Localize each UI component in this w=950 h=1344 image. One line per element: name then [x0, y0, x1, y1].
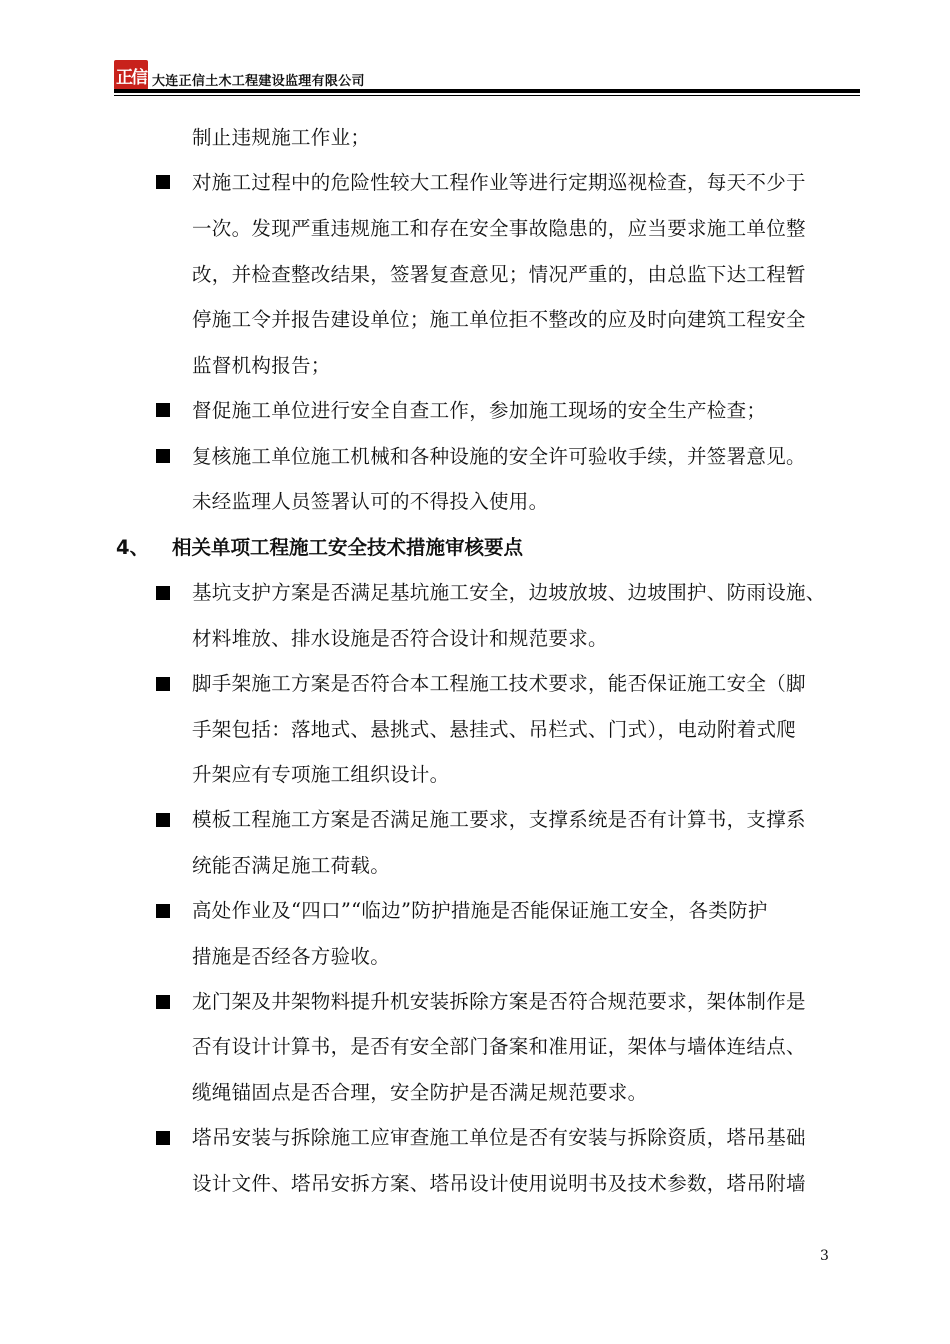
text-line: 高处作业及“四口”“临边”防护措施是否能保证施工安全，各类防护: [192, 899, 768, 922]
text-line: 一次。发现严重违规施工和存在安全事故隐患的，应当要求施工单位整: [192, 217, 806, 240]
bullet-square-icon: [156, 449, 170, 463]
text-line: 制止违规施工作业；: [192, 126, 371, 149]
text-line: 基坑支护方案是否满足基坑施工安全，边坡放坡、边坡围护、防雨设施、: [192, 581, 826, 604]
text-line: 脚手架施工方案是否符合本工程施工技术要求，能否保证施工安全（脚: [192, 672, 806, 695]
page-number: 3: [820, 1248, 829, 1264]
text-line: 模板工程施工方案是否满足施工要求，支撑系统是否有计算书，支撑系: [192, 808, 806, 831]
text-line: 未经监理人员签署认可的不得投入使用。: [192, 490, 549, 513]
text-line: 材料堆放、排水设施是否符合设计和规范要求。: [192, 627, 608, 650]
company-name: 大连正信土木工程建设监理有限公司: [152, 74, 365, 89]
text-line: 龙门架及井架物料提升机安装拆除方案是否符合规范要求，架体制作是: [192, 990, 806, 1013]
bullet-square-icon: [156, 813, 170, 827]
bullet-square-icon: [156, 904, 170, 918]
bullet-square-icon: [156, 586, 170, 600]
text-line: 措施是否经各方验收。: [192, 945, 391, 968]
bullet-square-icon: [156, 403, 170, 417]
company-logo: 正信: [114, 60, 148, 90]
text-line: 复核施工单位施工机械和各种设施的安全许可验收手续，并签署意见。: [192, 445, 806, 468]
text-line: 督促施工单位进行安全自查工作，参加施工现场的安全生产检查；: [192, 399, 767, 422]
bullet-square-icon: [156, 677, 170, 691]
section-number: 4、: [116, 536, 150, 559]
text-line: 改，并检查整改结果，签署复查意见；情况严重的，由总监下达工程暂: [192, 263, 806, 286]
header-rule-thick: [114, 89, 860, 93]
text-line: 统能否满足施工荷载。: [192, 854, 391, 877]
text-line: 缆绳锚固点是否合理，安全防护是否满足规范要求。: [192, 1081, 648, 1104]
text-line: 设计文件、塔吊安拆方案、塔吊设计使用说明书及技术参数，塔吊附墙: [192, 1172, 806, 1195]
text-line: 监督机构报告；: [192, 354, 331, 377]
text-line: 塔吊安装与拆除施工应审查施工单位是否有安装与拆除资质，塔吊基础: [192, 1126, 806, 1149]
page-header: [114, 60, 860, 100]
section-title: 相关单项工程施工安全技术措施审核要点: [172, 536, 524, 559]
bullet-square-icon: [156, 995, 170, 1009]
header-rule-thin: [114, 95, 860, 96]
text-line: 停施工令并报告建设单位；施工单位拒不整改的应及时向建筑工程安全: [192, 308, 806, 331]
bullet-square-icon: [156, 1131, 170, 1145]
text-line: 升架应有专项施工组织设计。: [192, 763, 450, 786]
bullet-square-icon: [156, 175, 170, 189]
text-line: 手架包括：落地式、悬挑式、悬挂式、吊栏式、门式），电动附着式爬: [192, 718, 797, 741]
text-line: 对施工过程中的危险性较大工程作业等进行定期巡视检查，每天不少于: [192, 171, 806, 194]
text-line: 否有设计计算书，是否有安全部门备案和准用证，架体与墙体连结点、: [192, 1035, 806, 1058]
